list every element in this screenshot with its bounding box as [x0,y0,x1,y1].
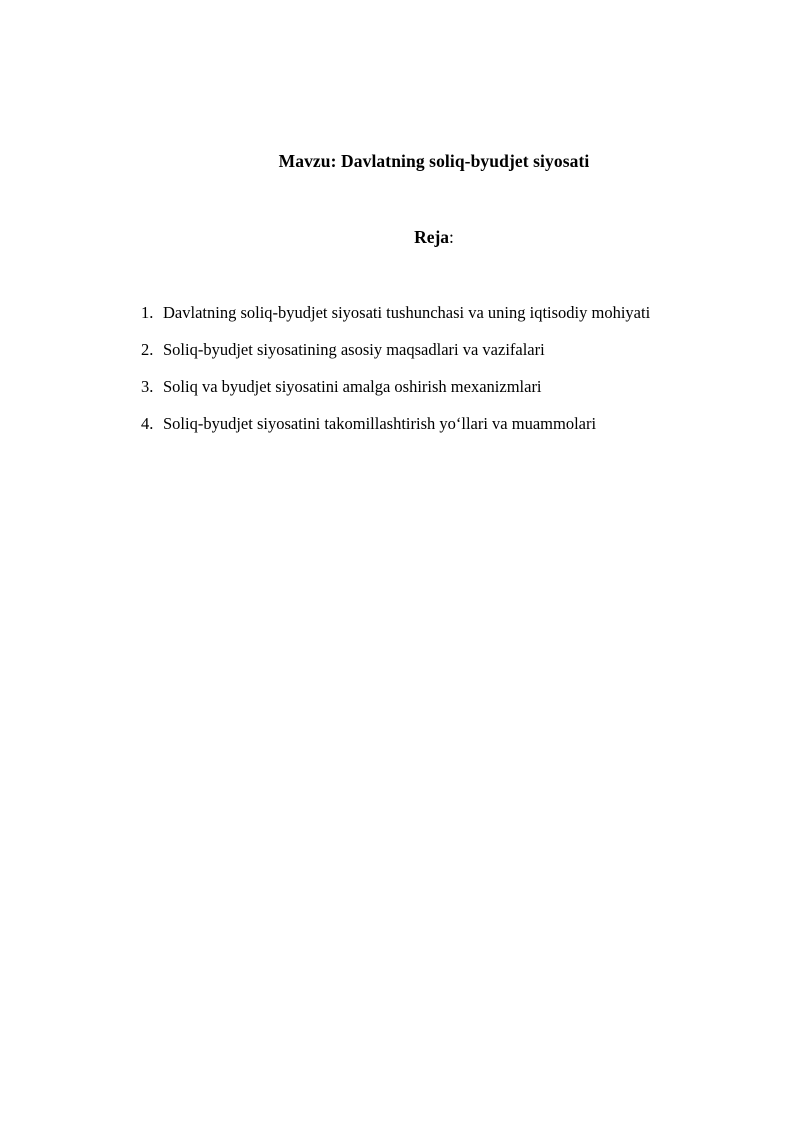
list-item-text: Soliq-byudjet siyosatini takomillashtirish yoʻllari va muammolari [163,414,597,433]
document-title: Mavzu: Davlatning soliq-byudjet siyosati [278,151,590,171]
list-item-number: 4. [141,414,154,433]
list-item-text: Davlatning soliq-byudjet siyosati tushunchasi va uning iqtisodiy mohiyati [163,303,651,322]
list-item [141,368,727,405]
list-item [141,405,727,442]
list-item-number: 2. [141,340,154,359]
plan-list [141,294,727,442]
list-item [141,331,727,368]
list-item-number: 1. [141,303,154,322]
plan-heading [141,224,727,250]
list-item-number: 3. [141,377,154,396]
plan-heading-colon: : [449,227,454,247]
list-item-text: Soliq va byudjet siyosatini amalga oshirish mexanizmlari [163,377,542,396]
list-item-text: Soliq-byudjet siyosatining asosiy maqsadlari va vazifalari [163,340,545,359]
list-item [141,294,727,331]
plan-heading-label: Reja [414,227,450,247]
